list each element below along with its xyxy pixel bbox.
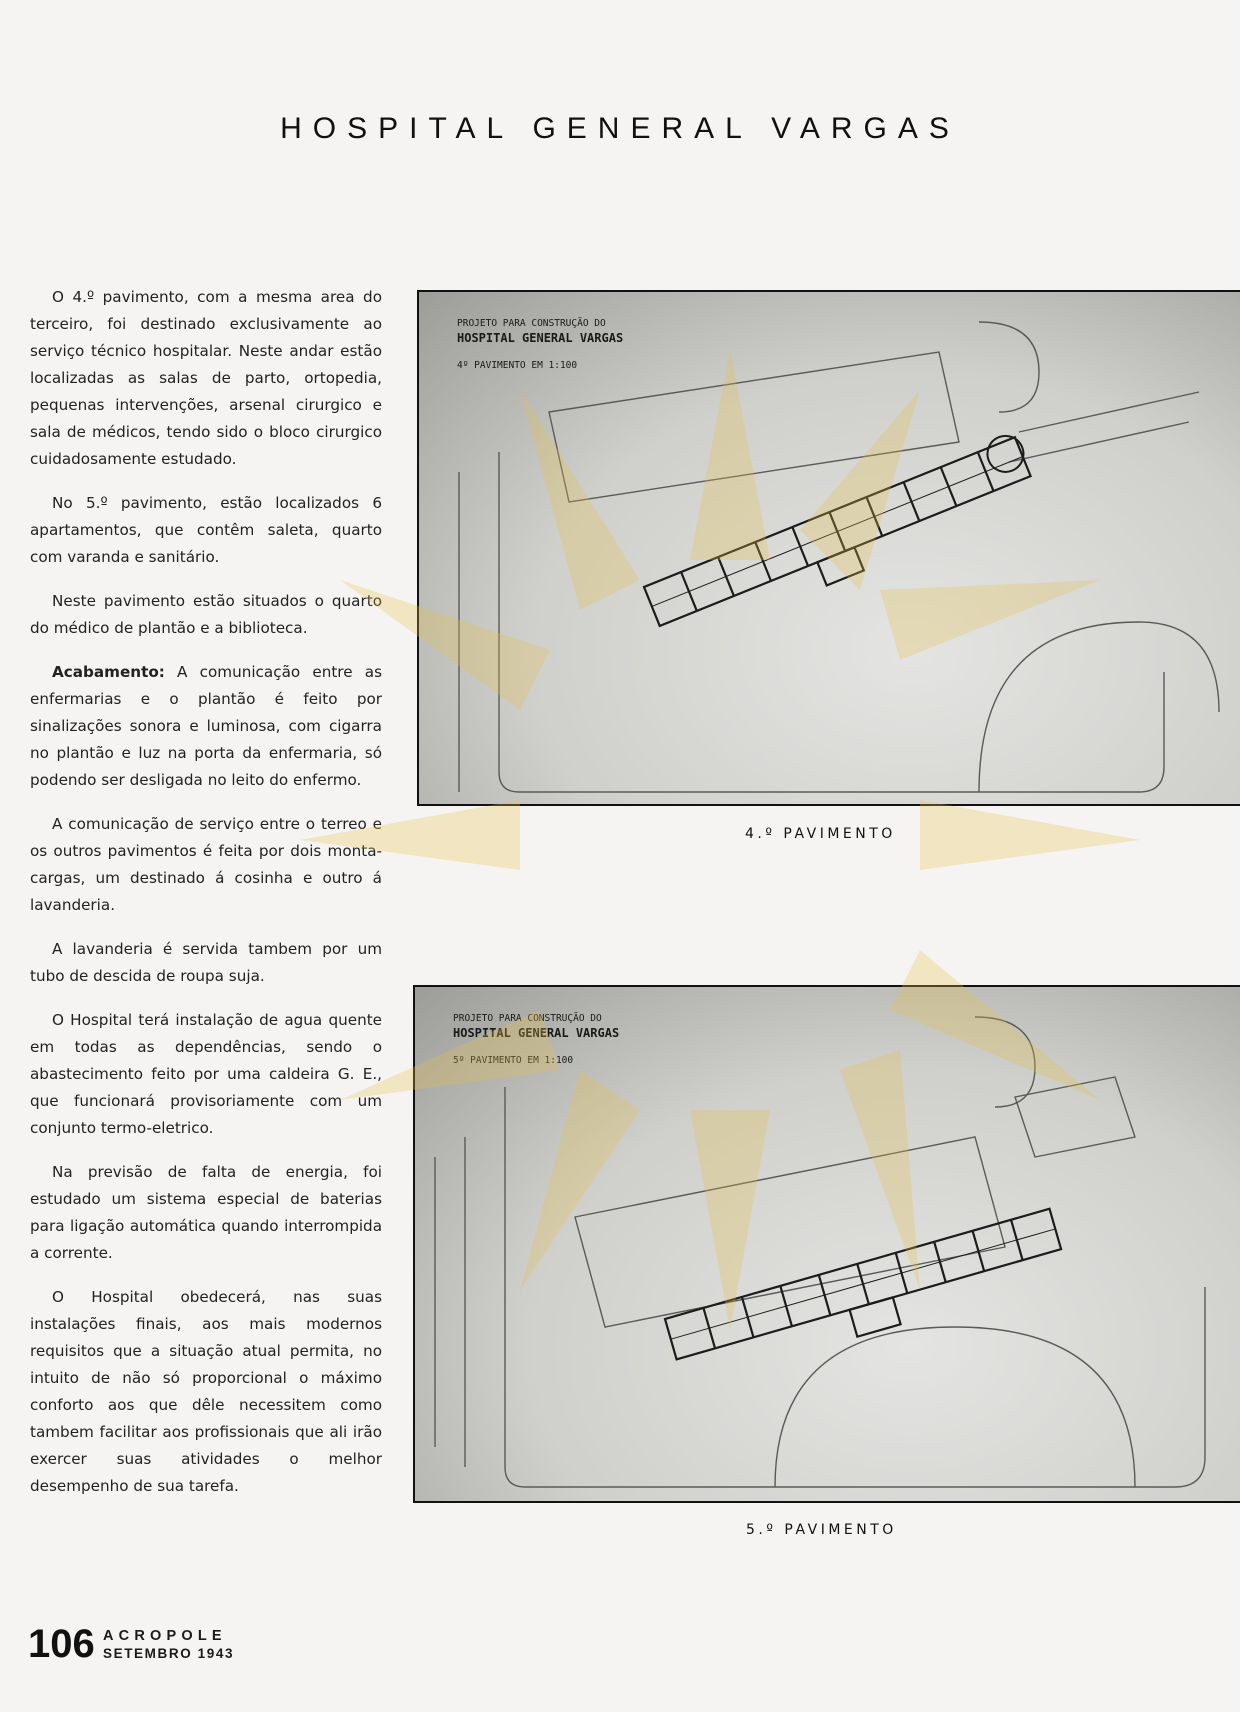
paragraph: Na previsão de falta de energia, foi estudado um sistema especial de baterias para ligação automática quando interrompida a corrente. — [30, 1163, 382, 1262]
issue-date: SETEMBRO 1943 — [103, 1646, 235, 1661]
paragraph-lead: Acabamento: — [52, 663, 165, 681]
plate-line: 4º PAVIMENTO EM 1:100 — [457, 360, 578, 371]
paragraph-body: A comunicação entre as enfermarias e o plantão é feito por sinalizações sonora e luminosa, com cigarra no plantão e luz na porta da enfermaria, só podendo ser desligada no leito do enfermo. — [30, 663, 382, 789]
plate-line: PROJETO PARA CONSTRUÇÃO DO — [453, 1013, 602, 1024]
paragraph: A comunicação de serviço entre o terreo e os outros pavimentos é feita por dois monta-cargas, um destinado á cosinha e outro á lavanderia. — [30, 815, 382, 914]
figure-caption: 4.º PAVIMENTO — [745, 826, 896, 842]
plan-drawing — [415, 987, 1240, 1501]
paragraph: O 4.º pavimento, com a mesma area do terceiro, foi destinado exclusivamente ao serviço técnico hospitalar. Neste andar estão localizadas as salas de parto, ortopedia, pequenas intervenções, arsenal cirurgico e sala de médicos, tendo sido o bloco cirurgico cuidadosamente estudado. — [30, 288, 382, 468]
plate-line: HOSPITAL GENERAL VARGAS — [457, 331, 624, 345]
paragraph: A lavanderia é servida tambem por um tubo de descida de roupa suja. — [30, 940, 382, 985]
magazine-name: ACROPOLE — [103, 1628, 227, 1644]
paragraph: O Hospital obedecerá, nas suas instalações finais, aos mais modernos requisitos que a situação atual permita, no intuito de não só proporcional o máximo conforto aos que dêle necessitem como tambem facilitar aos profissionais que ali irão exercer suas atividades o melhor desempenho de sua tarefa. — [30, 1288, 382, 1495]
body-text-column — [30, 284, 382, 1517]
floor-plan-4th-floor — [417, 290, 1240, 806]
plate-line: 5º PAVIMENTO EM 1:100 — [453, 1055, 574, 1066]
paragraph: O Hospital terá instalação de agua quente em todas as dependências, sendo o abastecimento feito por uma caldeira G. E., que funcionará provisoriamente com um conjunto termo-eletrico. — [30, 1011, 382, 1137]
paragraph: Neste pavimento estão situados o quarto do médico de plantão e a biblioteca. — [30, 592, 382, 637]
page-title: HOSPITAL GENERAL VARGAS — [280, 112, 960, 145]
floor-plan-5th-floor — [413, 985, 1240, 1503]
paragraph — [30, 659, 382, 794]
plan-drawing — [419, 292, 1240, 804]
paragraph: No 5.º pavimento, estão localizados 6 apartamentos, que contêm saleta, quarto com varanda e sanitário. — [30, 494, 382, 566]
plate-line: PROJETO PARA CONSTRUÇÃO DO — [457, 318, 606, 329]
page-number: 106 — [28, 1622, 95, 1666]
figure-caption: 5.º PAVIMENTO — [746, 1522, 897, 1538]
plate-line: HOSPITAL GENERAL VARGAS — [453, 1026, 620, 1040]
